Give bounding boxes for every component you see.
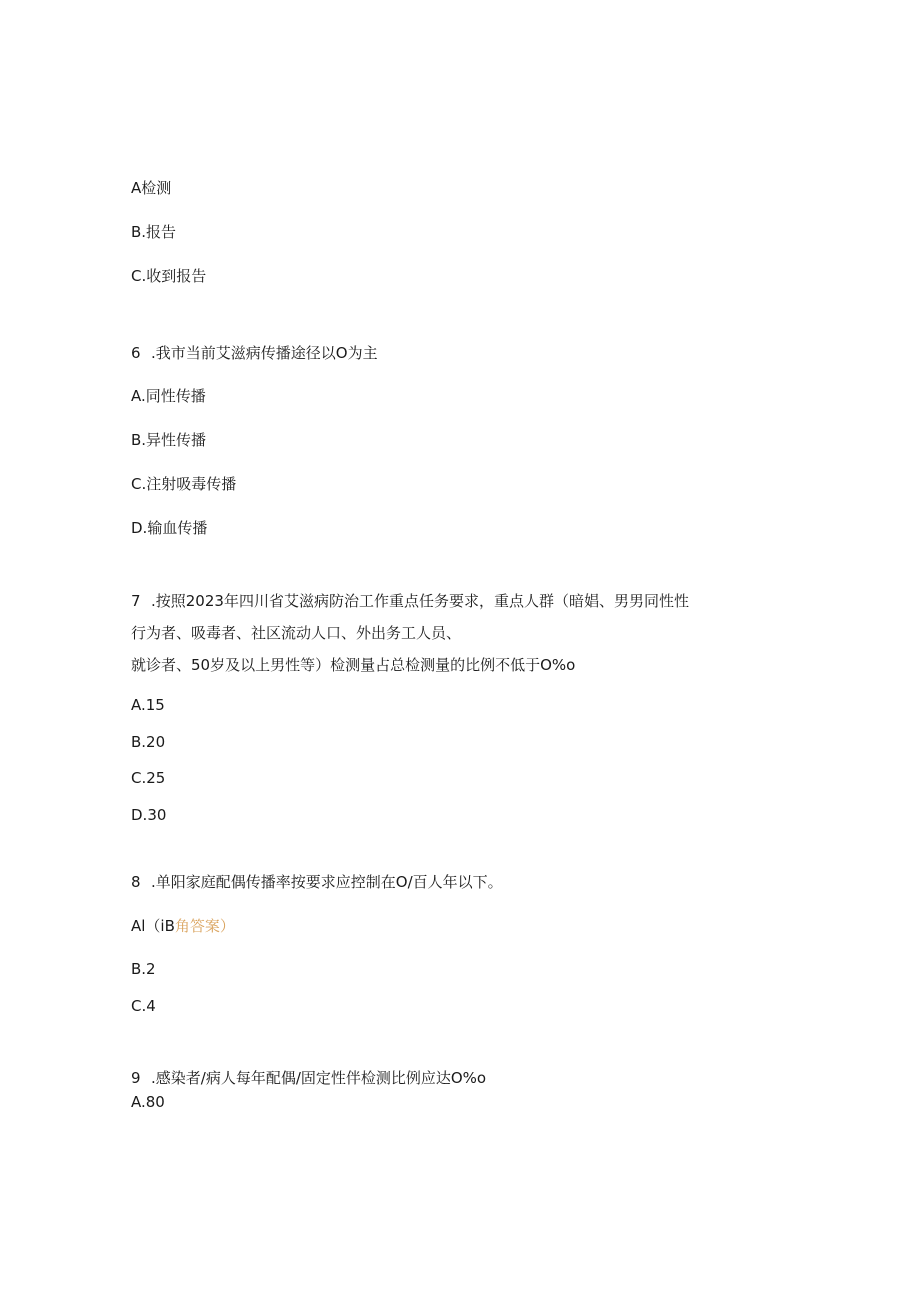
q8-question (131, 872, 503, 892)
q6-option-d: D.输血传播 (131, 519, 208, 537)
q7-question-line2: 行为者、吸毒者、社区流动人口、外出务工人员、 (131, 624, 462, 642)
q5-option-c: C.收到报告 (131, 267, 207, 285)
q8-option-a (131, 916, 235, 936)
q5-option-a: A检测 (131, 179, 172, 197)
q7-question-line1 (131, 591, 689, 611)
q9-number: 9 (131, 1069, 141, 1087)
q7-text-line1: .按照2023年四川省艾滋病防治工作重点任务要求，重点人群（暗娼、男男同性性 (151, 592, 689, 610)
q7-option-a: A.15 (131, 696, 165, 714)
q9-text: .感染者/病人每年配偶/固定性伴检测比例应达O%o (151, 1069, 487, 1087)
q6-option-a: A.同性传播 (131, 387, 206, 405)
q8-option-c: C.4 (131, 997, 156, 1015)
q5-option-b: B.报告 (131, 223, 177, 241)
q8-option-b: B.2 (131, 960, 156, 978)
q6-option-c: C.注射吸毒传播 (131, 475, 237, 493)
q8-option-a-label: Al（iB (131, 917, 175, 935)
q7-question-line3: 就诊者、50岁及以上男性等）检测量占总检测量的比例不低于O%o (131, 656, 576, 674)
q6-text: .我市当前艾滋病传播途径以O为主 (151, 344, 378, 362)
q7-option-b: B.20 (131, 733, 166, 751)
q8-text: .单阳家庭配偶传播率按要求应控制在O/百人年以下。 (151, 873, 503, 891)
q7-option-d: D.30 (131, 806, 167, 824)
q9-option-a: A.80 (131, 1093, 165, 1111)
q8-answer-hint: 角答案） (174, 917, 235, 935)
q6-question (131, 343, 378, 363)
q6-number: 6 (131, 344, 141, 362)
q8-number: 8 (131, 873, 141, 891)
q7-number: 7 (131, 592, 141, 610)
q6-option-b: B.异性传播 (131, 431, 207, 449)
q7-option-c: C.25 (131, 769, 166, 787)
q9-question (131, 1068, 486, 1088)
